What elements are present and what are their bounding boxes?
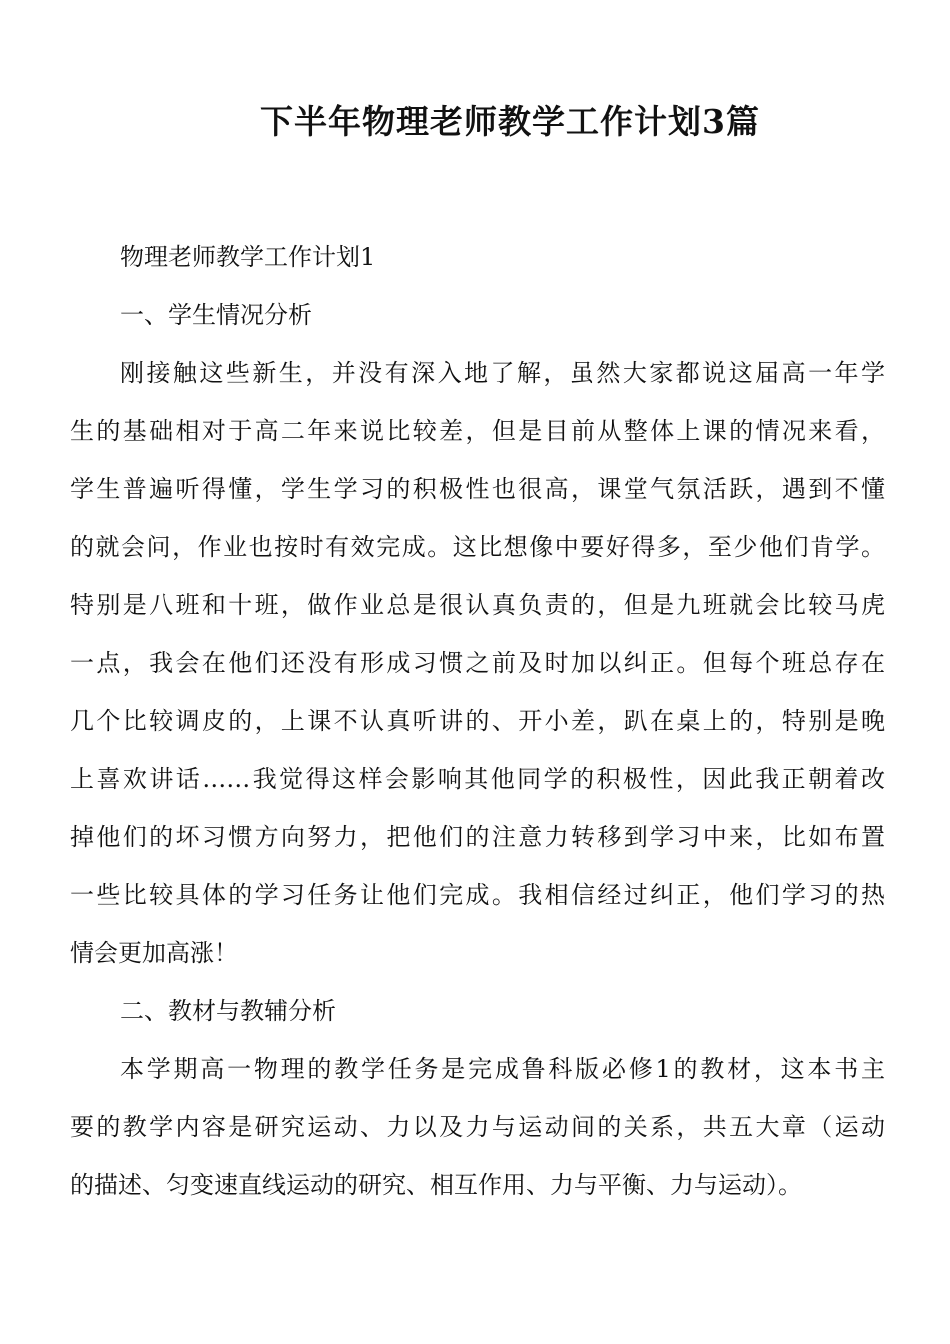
- paragraph-line: 一点，我会在他们还没有形成习惯之前及时加以纠正。但每个班总存在: [70, 649, 885, 677]
- section-heading-textbook-analysis: 二、教材与教辅分析: [120, 997, 336, 1025]
- paragraph-line: 上喜欢讲话……我觉得这样会影响其他同学的积极性，因此我正朝着改: [70, 765, 885, 793]
- paragraph-line: 的描述、匀变速直线运动的研究、相互作用、力与平衡、力与运动）。: [70, 1171, 802, 1199]
- paragraph-line: 本学期高一物理的教学任务是完成鲁科版必修1的教材，这本书主: [120, 1055, 885, 1083]
- paragraph-line: 学生普遍听得懂，学生学习的积极性也很高，课堂气氛活跃，遇到不懂: [70, 475, 885, 503]
- paragraph-line: 情会更加高涨！: [70, 939, 238, 967]
- paragraph-line: 刚接触这些新生，并没有深入地了解，虽然大家都说这届高一年学: [120, 359, 885, 387]
- section-heading-student-analysis: 一、学生情况分析: [120, 301, 312, 329]
- paragraph-line: 的就会问，作业也按时有效完成。这比想像中要好得多，至少他们肯学。: [70, 533, 885, 561]
- paragraph-line: 几个比较调皮的，上课不认真听讲的、开小差，趴在桌上的，特别是晚: [70, 707, 885, 735]
- paragraph-line: 特别是八班和十班，做作业总是很认真负责的，但是九班就会比较马虎: [70, 591, 885, 619]
- plan-subtitle: 物理老师教学工作计划1: [120, 243, 376, 271]
- document-title: 下半年物理老师教学工作计划3篇: [260, 102, 760, 141]
- paragraph-line: 掉他们的坏习惯方向努力，把他们的注意力转移到学习中来，比如布置: [70, 823, 885, 851]
- document-body: [70, 228, 885, 1214]
- paragraph-line: 一些比较具体的学习任务让他们完成。我相信经过纠正，他们学习的热: [70, 881, 885, 909]
- paragraph-line: 要的教学内容是研究运动、力以及力与运动间的关系，共五大章（运动: [70, 1113, 885, 1141]
- paragraph-line: 生的基础相对于高二年来说比较差，但是目前从整体上课的情况来看，: [70, 417, 885, 445]
